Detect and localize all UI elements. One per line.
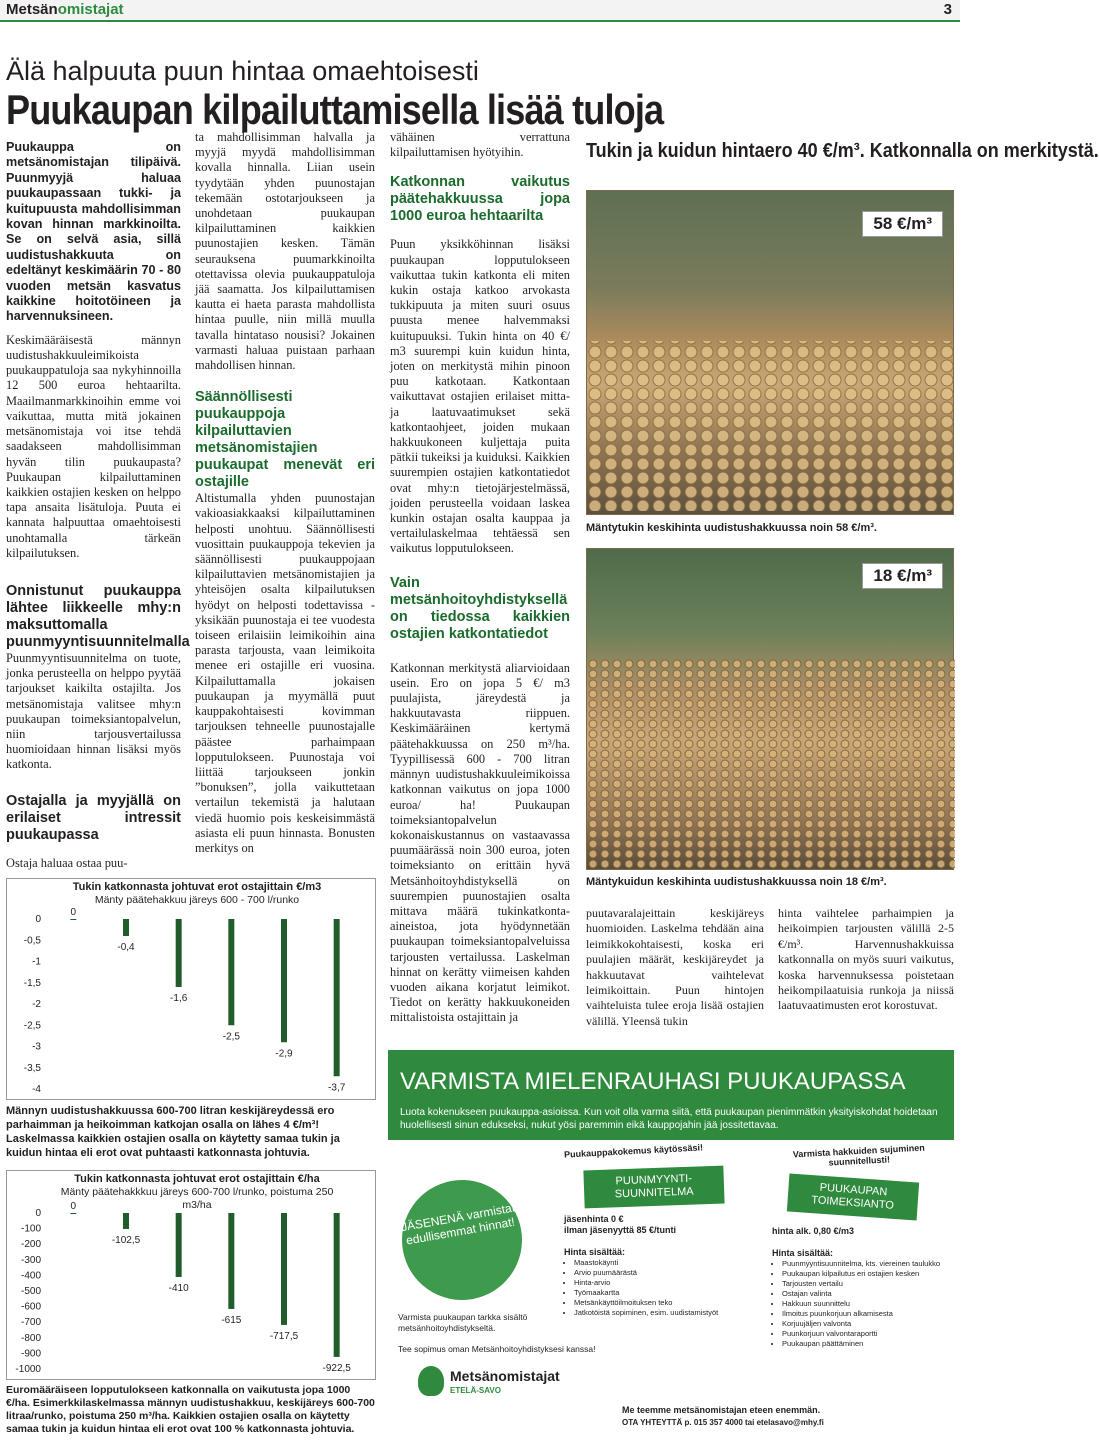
y-tick-label: -0,5 (23, 935, 41, 947)
kicker: Älä halpuuta puun hintaa omaehtoisesti (6, 56, 479, 86)
y-tick-label: -4 (32, 1084, 41, 1095)
y-tick-label: -200 (20, 1239, 41, 1251)
plan-include-item: • Arvio puumäärästä (574, 1268, 764, 1278)
mandate-include-item: • Ilmoitus puunkorjuun alkamisesta (782, 1309, 952, 1319)
y-tick-label: -1 (32, 956, 41, 968)
bar (123, 1213, 129, 1229)
bar (70, 919, 76, 920)
pulpwood-pile-photo (586, 548, 954, 870)
headline: Puukaupan kilpailuttamisella lisää tuloja (6, 86, 664, 133)
subheading: Onnistunut puukauppa lähtee liikkeelle mhy:n maksuttomalla puunmyyntisuunnitelmalla (6, 582, 190, 650)
chart-1-caption: Männyn uudistushakkuussa 600-700 litran keskijäreydessä ero parhaimman ja heikoimman katkojan osalla on lähes 4 €/m³! Laskelmassa kaikkien ostajien osalla on käytetty samaa tukin ja kuidun hintaa eli erot ovat puhtaasti katkonnasta johtuvia. (6, 1105, 340, 1159)
mandate-include-item: • Ostajan valinta (782, 1289, 952, 1299)
ad-box-mandate: PUUKAUPAN TOIMEKSIANTO (787, 1174, 919, 1221)
y-tick-label: -2,5 (23, 1020, 41, 1032)
mandate-include-item: • Hakkuun suunnittelu (782, 1299, 952, 1309)
bar-value-label: -2,5 (222, 1031, 240, 1043)
bar (281, 919, 287, 1042)
mandate-include-item: • Puunkorjuun valvontaraportti (782, 1329, 952, 1339)
advertisement (388, 1050, 954, 1400)
ad-title: VARMISTA MIELENRAUHASI PUUKAUPASSA (400, 1068, 906, 1095)
lead-paragraph: Puukauppa on metsänomistajan tilipäivä. Puunmyyjä haluaa puukaupassaan tukki- ja kuitupuusta mahdollisimman kovan hinnan markkinoilta. Se on selvä asia, sillä uudistushakkuuta on edeltänyt keskimäärin 70 - 80 vuoden metsän kasvatus kaikkine hoitotöineen ja harvennuksineen. (6, 140, 181, 324)
bar-value-label: -2,9 (275, 1048, 293, 1060)
mandate-include-item: • Puukaupan päättäminen (782, 1339, 952, 1349)
subheading: Säännöllisesti puukauppoja kilpailuttavien metsänomistajien puukaupat menevät eri ostajille (195, 389, 375, 491)
price-tag-pulpwood: 18 €/m³ (862, 563, 943, 589)
ad-member-badge: JÄSENENÄ varmistat edullisemmat hinnat! (392, 1170, 531, 1309)
column-4a: puutavaralajeittain keskijäreys huomioiden. Laskelma tehdään aina leimikkokohtaisesti, koska eri puulajien määrät, keskijäreydet ja hakkuutavat vaihtelevat leimikoittain. Puun hintojen vaihteluista tulee eroja lisää ostajien välillä. Yleensä tukin (586, 906, 764, 1028)
bar-value-label: -922,5 (322, 1362, 351, 1374)
bar-value-label: 0 (70, 907, 77, 918)
bar-value-label: -410 (168, 1282, 189, 1294)
bar-value-label: 0 (70, 1201, 77, 1212)
log-ends-pattern (587, 191, 955, 516)
bar (176, 1213, 182, 1277)
plan-includes-list (574, 1258, 764, 1318)
y-tick-label: -100 (20, 1223, 41, 1235)
logo-region: ETELÄ-SAVO (450, 1386, 501, 1395)
chart-title: Tukin katkonnasta johtuvat erot ostajittain €/ha (74, 1173, 320, 1185)
ad-plan-details (564, 1214, 764, 1318)
subheading: Katkonnan vaikutus päätehakkuussa jopa 1000 euroa hehtaarilta (390, 174, 570, 225)
bar (281, 1213, 287, 1325)
y-tick-label: -3,5 (23, 1062, 41, 1074)
bar (228, 1213, 234, 1309)
column-3 (390, 130, 570, 1026)
chart-eur-per-m3 (6, 878, 376, 1100)
mandate-include-item: • Korjuujäljen valvonta (782, 1319, 952, 1329)
y-tick-label: -300 (20, 1254, 41, 1266)
paragraph: Ostaja haluaa ostaa puu- (6, 855, 128, 870)
mandate-include-item: • Puunmyyntisuunnitelma, kts. viereinen taulukko (782, 1259, 952, 1269)
column-2 (195, 130, 375, 856)
y-tick-label: 0 (35, 914, 41, 925)
footer (622, 1404, 824, 1429)
chart-2-plot (7, 1171, 377, 1381)
y-tick-label: -500 (20, 1286, 41, 1297)
bar (334, 919, 340, 1076)
ad-left-note: Varmista puukaupan tarkka sisältö metsänhoitoyhdistykseltä. (398, 1312, 528, 1333)
ad-box-sales-plan: PUUNMYYNTI-SUUNNITELMA (583, 1166, 724, 1209)
ad-stamp-harvest: Varmista hakkuiden sujuminen suunnitellusti! (792, 1142, 925, 1168)
plan-price: jäsenhinta 0 € (564, 1214, 624, 1224)
paragraph: vähäinen verrattuna kilpailuttamisen hyötyihin. (390, 130, 570, 160)
log-pile-photo (586, 190, 954, 515)
y-tick-label: -3 (32, 1041, 41, 1053)
subheading: Vain metsänhoitoyhdistyksellä on tiedossa kaikkien ostajien katkontatiedot (390, 574, 570, 642)
paragraph: Keskimääräisestä männyn uudistushakkuuleimikoista puukauppatuloja saa nykyhinnoilla 12 500 euroa hehtaarilta. Maailmanmarkkinoihin emme voi vaikuttaa, mutta mitä jokainen metsänomistaja voi itse tehdä saadakseen mahdollisimman hyvän tilin puukaupasta? Puukaupan kilpailuttaminen kaikkien ostajien kesken on helppo tapa ansaita lisätuloja. Puuta ei kannata halpuuttaa omaehtoisesti unohtamalla tärkeän kilpailutuksen. (6, 332, 181, 560)
column-1 (6, 140, 190, 871)
chart-eur-per-ha (6, 1170, 376, 1380)
mhy-logo-icon (418, 1366, 444, 1396)
chart-subtitle: Mänty päätehakkkuu järeys 600-700 l/runko, poistuma 250 m3/ha (60, 1186, 334, 1211)
y-tick-label: -1000 (15, 1364, 41, 1375)
bar (123, 919, 129, 936)
paragraph: Altistumalla yhden puunostajan vakioasiakkaaksi kilpailuttaminen helposti unohtuu. Säännöllisesti vuosittain puukauppoja tekevien ja säännöllisesti puukauppojaan kilpailuttavien metsänomistajien ja yhteisöjen osalta kilpailutuksen hyödyt on helposti todettavissa - yksikään puunostaja ei tee vuodesta toiseen erilaisiin leimikoihin aina parasta tarjousta, vaan leimikoita menee eri ostajille eri vuosina. Kilpailuttamalla jokaisen puukaupan ja myymällä puut kauppakohtaisesti kovimman tarjouksen tehneelle puunostajalle päästee parhaimpaan lopputulokseen. Puunostaja voi liittää tarjoukseen jonkin ”bonuksen”, jolla vaikuttetaan vertailun tekemistä ja halutaan viedä huomio pois keskeisimmästä asiasta eli puun hinnasta. Bonusten merkitys on (195, 491, 375, 855)
plan-price-nonmember: ilman jäsenyyttä 85 €/tunti (564, 1225, 677, 1235)
paragraph: Puunmyyntisuunnitelma on tuote, jonka perusteella on helppo pyytää tarjoukset kaikilta ostajilta. Jos metsänomistaja valitsee mhy:n puukaupan toimeksiantopalvelun, niin tarjousvertailussa huomioidaan hinnan lisäksi myös katkonta. (6, 650, 181, 772)
brand-part-a: Metsän (6, 1, 58, 18)
plan-include-item: • Maastokäynti (574, 1258, 764, 1268)
footer-contact: OTA YHTEYTTÄ p. 015 357 4000 tai etelasavo@mhy.fi (622, 1418, 824, 1427)
paragraph: Puun yksikköhinnan lisäksi puukaupan lopputulokseen vaikuttaa tukin katkonta eli miten kukin ostaja katkoo arvokasta tukkipuuta ja miten suuri osuus puusta menee halvemmaksi kuitupuuksi. Tukin hinta on 40 €/ m3 suurempi kuin kuidun hinta, joten on merkitystä mihin pinoon puu katkotaan. Katkontaan vaikuttavat ostajien erilaiset mitta- ja laatuvaatimukset sekä katkontaohjeet, joiden mukaan hakkuukoneen kuljettaja puita pätkii tukeiksi ja kuiduksi. Kaikkien suurempien ostajien katkontatiedot ovat mhy:n tietojärjestelmässä, joiden perusteella voidaan laskea kunkin ostajan osalta kauppaa ja vertailulaskelmaa tehtäessä sen vaikutus lopputulokseen. (390, 237, 570, 556)
mandate-includes-head: Hinta sisältää: (772, 1248, 834, 1258)
brand-part-b: omistajat (57, 1, 124, 18)
chart-title: Tukin katkonnasta johtuvat erot ostajittain €/m3 (72, 881, 322, 893)
price-tag-logs: 58 €/m³ (862, 211, 943, 237)
bar-value-label: -615 (221, 1314, 242, 1326)
bar-value-label: -717,5 (269, 1330, 299, 1342)
ad-stamp-experience: Puukauppakokemus käytössäsi! (563, 1142, 704, 1160)
pulpwood-ends-pattern (587, 549, 955, 871)
bar (334, 1213, 340, 1357)
mandate-include-item: • Tarjousten vertailu (782, 1279, 952, 1289)
photo-caption: Mäntytukin keskihinta uudistushakkuussa noin 58 €/m³. (586, 522, 877, 534)
y-tick-label: -1,5 (23, 977, 41, 989)
plan-include-item: • Metsänkäyttöilmoituksen teko (574, 1298, 764, 1308)
y-tick-label: -2 (32, 999, 41, 1010)
column-4b: hinta vaihtelee parhaimpien ja heikoimpien tarjousten välillä 2-5 €/m³. Harvennushakkuissa katkonnalla on myös suuri vaikutus, koska harvennuksessa poistetaan heikompilaatuisia runkoja ja niissä laatuvaatimusten erot korostuvat. (778, 906, 954, 1013)
mandate-includes-list (782, 1259, 952, 1349)
bar-value-label: -1,6 (170, 993, 188, 1004)
paragraph: Katkonnan merkitystä aliarvioidaan usein. Ero on jopa 5 €/ m3 puulajista, järeydestä ja hakkuutavasta riippuen. Keskimääräinen kertymä päätehakkuussa on 250 m³/ha. Tyypillisessä 600 - 700 litran männyn uudistushakkuuleimikoissa katkonnan vaikutus on jopa 1000 euroa/ ha! Puukaupan toimeksiantopalvelun kokonaiskustannus on vastaavassa puumäärässä noin 300 euroa, joten toimeksianto on erittäin hyvä Metsänhoitoyhdistyksellä on suurempien puunostajien osalta mittava määrä tukinkatkonta-aineistoa, jota hyödynnetään puukaupan toimeksiantopalveluissa tarjousten vertailussa. Laskelman hinnat on kerätty viimeisen kahden vuoden aikana korjatut leimikot. Tiedot on kerätty hakkuukoneiden mittalistoista ostajittain ja (390, 660, 570, 1025)
ad-deal-note: Tee sopimus oman Metsänhoitoyhdistyksesi kanssa! (398, 1344, 596, 1354)
ad-subtitle: Luota kokenukseen puukauppa-asioissa. Kun voit olla varma siitä, että puukaupan pienimmätkin yksityiskohdat hoidetaan huolellisesti sinun edukseksi, nukut yösi paremmin eikä kauppojahin jää jossitettavaa. (400, 1107, 938, 1131)
y-tick-label: -600 (20, 1301, 41, 1313)
bar (228, 919, 234, 1025)
ad-mandate-details (772, 1226, 952, 1349)
header-bar (0, 0, 960, 22)
y-tick-label: -700 (20, 1317, 41, 1329)
y-tick-label: 0 (35, 1208, 41, 1219)
chart-2-caption: Euromääräiseen lopputulokseen katkonnalla on vaikutusta jopa 1000 €/ha. Esimerkkilaskelmassa männyn uudistushakkuu, keskijäreys 600-700 litraa/runko, poistuma 250 m³/ha. Kaikkien ostajien osalla on käytetty samaa tukin ja kuidun hintaa eli erot ovat 100 % katkonnasta johtuvia. (6, 1384, 375, 1435)
page-number: 3 (943, 1, 952, 18)
bar-value-label: -3,7 (328, 1082, 346, 1094)
y-tick-label: -800 (20, 1332, 41, 1344)
mandate-include-item: • Puukaupan kilpailutus eri ostajien kesken (782, 1269, 952, 1279)
footer-slogan: Me teemme metsänomistajan eteen enemmän. (622, 1405, 821, 1415)
bar-value-label: -0,4 (117, 942, 135, 953)
chart-1-plot (7, 879, 377, 1101)
y-tick-label: -400 (20, 1270, 41, 1282)
plan-includes-head: Hinta sisältää: (564, 1247, 626, 1257)
mandate-price: hinta alk. 0,80 €/m3 (772, 1226, 855, 1236)
bar-value-label: -102,5 (111, 1234, 141, 1246)
plan-include-item: • Jatkotöistä sopiminen, esim. uudistamistyöt (574, 1308, 764, 1318)
subheading: Ostajalla ja myyjällä on erilaiset intressit puukaupassa (6, 792, 181, 843)
chart-subtitle: Mänty päätehakkuu järeys 600 - 700 l/runko (94, 894, 300, 906)
plan-include-item: • Hinta-arvio (574, 1278, 764, 1288)
bar (70, 1213, 76, 1214)
bar (176, 919, 182, 987)
y-tick-label: -900 (20, 1348, 41, 1360)
plan-include-item: • Työmaakartta (574, 1288, 764, 1298)
photo-caption: Mäntykuidun keskihinta uudistushakkuussa noin 18 €/m³. (586, 876, 887, 888)
photo-title: Tukin ja kuidun hintaero 40 €/m³. Katkonnalla on merkitystä. (586, 140, 1099, 162)
paragraph: ta mahdollisimman halvalla ja myyjä myydä mahdollisimman kovalla hinnalla. Liian usein tyydytään yhden puunostajan tekemään ostotarjoukseen ja unohdetaan puukaupan kilpailuttaminen kaikkien puunostajien kesken. Tämän seurauksena puumarkkinoilta otettavissa olevia puukauppatuloja jää saamatta. Jos kilpailuttamisen kautta ei haeta parasta mahdollista hintaa puulle, niin millä muulla tavalla hintataso nousisi? Jokainen varmasti haluaa puistaan parhaan mahdollisen hinnan. (195, 130, 375, 373)
logo-name: Metsänomistajat (450, 1368, 560, 1384)
publication-brand (6, 1, 124, 18)
